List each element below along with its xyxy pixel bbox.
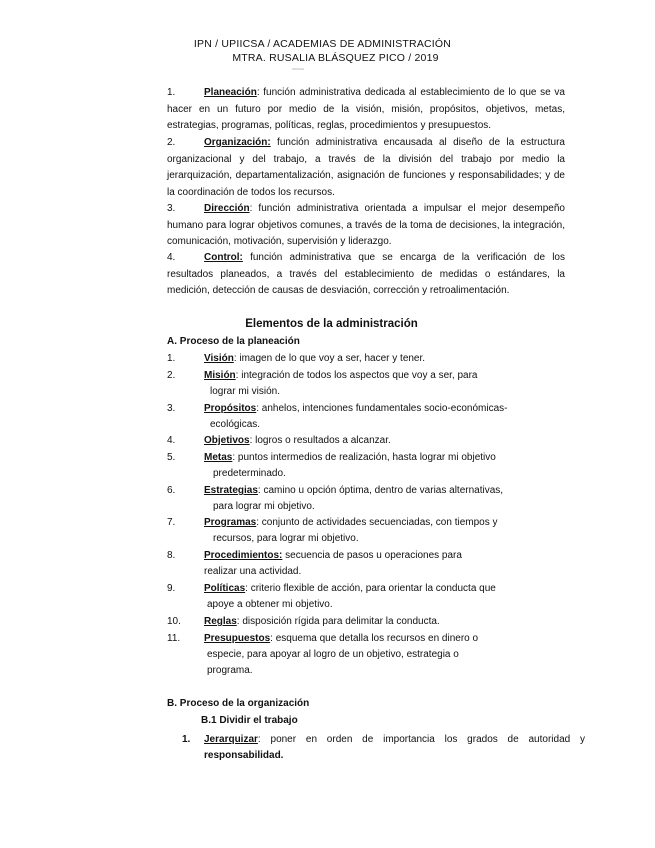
item-number: 7. [167,517,176,528]
definition-number: 3. [167,203,176,214]
item-text: : disposición rígida para delimitar la conducta. [236,616,440,627]
item-term: Propósitos [204,403,257,414]
definition-number: 1. [167,87,176,98]
item-term: Visión [204,353,234,364]
item-term: Programas [204,517,257,528]
item-text: : camino u opción óptima, dentro de varias alternativas, [257,485,504,496]
item-term: Estrategias [204,485,258,496]
definition-direccion [167,201,565,251]
item-number: 5. [167,452,176,463]
item-text-cont: ecológicas. [210,419,261,430]
definition-text: : función administrativa dedicada al establecimiento de lo que se va hacer en un futuro por medio de la visión, misión, propósitos, objetivos, metas, estrategias, programas, políticas, reglas, procedimientos y presupuestos. [167,87,565,131]
item-text: : esquema que detalla los recursos en dinero o [270,633,479,644]
item-text-cont: apoye a obtener mi objetivo. [207,599,333,610]
item-term: Presupuestos [204,633,271,644]
item-number: 2. [167,370,176,381]
item-number: 1. [167,353,176,364]
item-text-cont: programa. [207,665,253,676]
item-text: : criterio flexible de acción, para orientar la conducta que [245,583,496,594]
section-b-heading: B. Proceso de la organización [167,698,310,709]
definition-organizacion [167,135,565,201]
subsection-b1-heading: B.1 Dividir el trabajo [201,715,298,726]
term: Dirección [204,203,250,214]
item-term: Reglas [204,616,237,627]
item-text: : puntos intermedios de realización, hasta lograr mi objetivo [232,452,496,463]
term: Planeación [204,87,257,98]
term: Organización: [204,137,271,148]
item-text: : poner en orden de importancia los grados de autoridad y [257,734,585,745]
item-term: Misión [204,370,236,381]
item-number: 8. [167,550,176,561]
item-text-cont: para lograr mi objetivo. [213,501,315,512]
term: Control: [204,252,243,263]
item-text: : imagen de lo que voy a ser, hacer y tener. [233,353,426,364]
item-text-cont: responsabilidad. [204,750,284,761]
item-text-cont: lograr mi visión. [210,386,281,397]
item-term: Objetivos [204,435,250,446]
definition-text: : función administrativa orientada a impulsar el mejor desempeño humano para lograr objetivos comunes, a través de la toma de decisiones, la integración, comunicación, motivación, supervisión y liderazgo. [167,203,565,247]
header-tiny-text: UPIICSA [291,67,304,71]
definition-planeacion [167,85,565,135]
header-institution: IPN / UPIICSA / ACADEMIAS DE ADMINISTRACIÓN [193,38,452,50]
item-text: : conjunto de actividades secuenciadas, con tiempos y [256,517,498,528]
item-text: secuencia de pasos u operaciones para [282,550,462,561]
definition-number: 2. [167,137,176,148]
definition-text: función administrativa encausada al diseño de la estructura organizacional y del trabajo, a través de la división del trabajo por medio la jerarquización, departamentalización, asignación de funciones y responsabilidades; y de la coordinación de todos los recursos. [167,137,565,198]
header-author: MTRA. RUSALIA BLÁSQUEZ PICO / 2019 [232,52,439,64]
definition-number: 4. [167,252,176,263]
item-text: : anhelos, intenciones fundamentales socio-económicas- [256,403,508,414]
section-title: Elementos de la administración [245,318,418,330]
definition-control [167,250,565,300]
item-term: Metas [204,452,233,463]
item-text-cont: realizar una actividad. [204,566,302,577]
item-text: : integración de todos los aspectos que voy a ser, para [235,370,478,381]
item-term: Jerarquizar [204,734,258,745]
item-text-cont: recursos, para lograr mi objetivo. [213,533,359,544]
item-number: 4. [167,435,176,446]
item-number: 1. [182,734,191,745]
item-term: Procedimientos: [204,550,283,561]
item-text-cont: predeterminado. [213,468,286,479]
item-text-cont: especie, para apoyar al logro de un objetivo, estrategia o [207,649,459,660]
item-number: 3. [167,403,176,414]
item-term: Políticas [204,583,246,594]
item-number: 10. [167,616,181,627]
section-a-heading: A. Proceso de la planeación [167,336,300,347]
definition-text: función administrativa que se encarga de la verificación de los resultados planeados, a través del establecimiento de medidas o estándares, la medición, detección de causas de desviación, corrección y retroalimentación. [167,252,565,296]
item-text: : logros o resultados a alcanzar. [249,435,391,446]
item-number: 9. [167,583,176,594]
item-number: 6. [167,485,176,496]
item-number: 11. [167,633,181,644]
